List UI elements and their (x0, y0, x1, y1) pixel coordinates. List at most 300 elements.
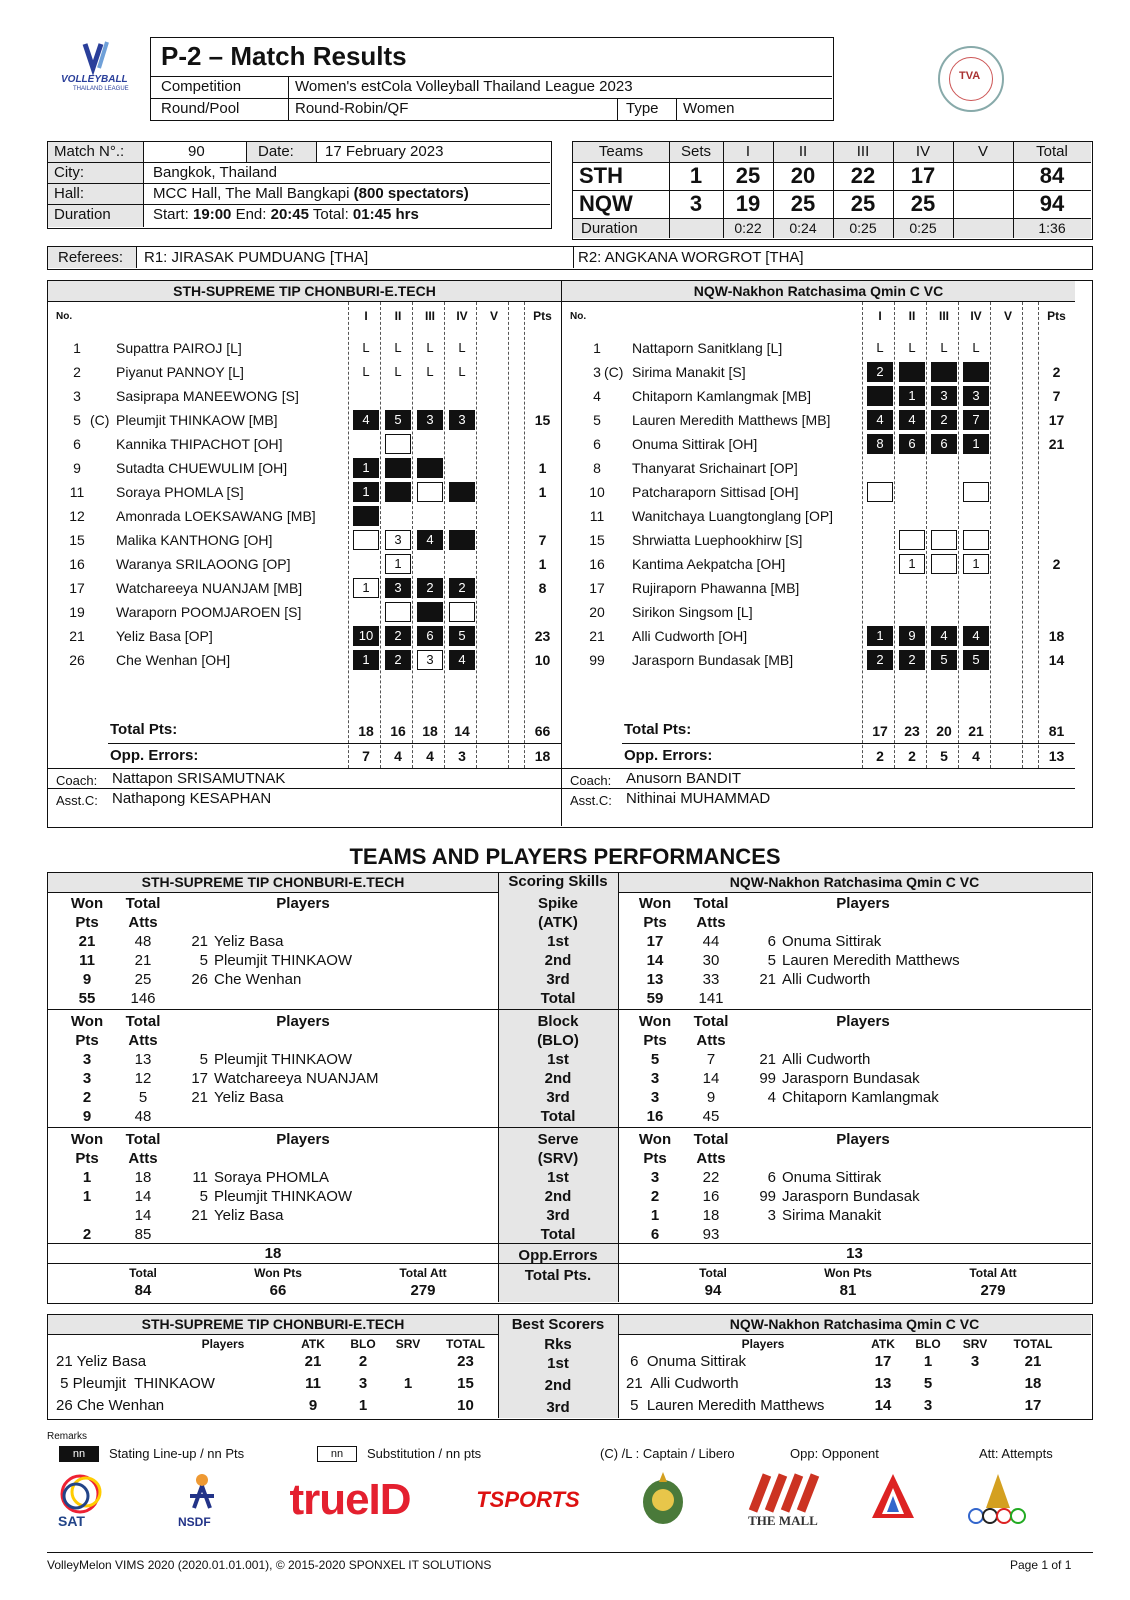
team-total-pts: 66 (534, 723, 551, 739)
total-atts: 33 (702, 971, 720, 988)
total-atts: 30 (702, 952, 720, 969)
best-player: 5 Pleumjit THINKAOW (56, 1375, 215, 1392)
col-header: Won (70, 1131, 104, 1148)
player-no: 99 (759, 1070, 776, 1087)
player-no: 21 (759, 971, 776, 988)
set-cell: L (394, 364, 402, 379)
player-no: 3 (593, 364, 601, 380)
player-no: 15 (589, 532, 605, 548)
best-stat: 17 (1024, 1397, 1042, 1414)
player-row (48, 578, 562, 602)
atts-total: 93 (702, 1226, 720, 1243)
set-cell (995, 602, 1021, 622)
set-duration: 0:25 (909, 220, 937, 236)
rank: 1st (547, 1169, 569, 1186)
duration-row-label: Duration (581, 220, 638, 237)
set-total: 21 (968, 723, 984, 739)
player-pts: 23 (534, 628, 551, 644)
opp-errors-right: 13 (846, 1245, 863, 1262)
set-cell (867, 530, 893, 550)
set-cell: 1 (385, 554, 411, 574)
player-no: 17 (191, 1070, 208, 1087)
best-stat: 9 (308, 1397, 318, 1414)
rank: 3rd (546, 1207, 570, 1224)
player-row (562, 386, 1076, 410)
col-header: Won (638, 895, 672, 912)
player-no: 3 (767, 1207, 776, 1224)
sum-value: 66 (269, 1282, 287, 1299)
start-end-value (153, 206, 419, 223)
set-cell (417, 602, 443, 622)
player-pts: 2 (1052, 364, 1061, 380)
captain-legend: (C) /L : Captain / Libero (600, 1446, 735, 1461)
player-name: Onuma Sittirak (782, 933, 882, 950)
col-header: Pts (75, 1032, 99, 1049)
player-no: 4 (767, 1089, 776, 1106)
skill-abbr: (ATK) (538, 914, 578, 931)
set-cell: 2 (931, 410, 957, 430)
scoring-skills-label: Scoring Skills (508, 873, 608, 890)
player-row (562, 458, 1076, 482)
won-pts: 2 (650, 1188, 660, 1205)
set-score: 25 (910, 191, 936, 216)
set-score: 20 (790, 163, 816, 188)
player-no: 5 (593, 412, 601, 428)
won-pts: 1 (650, 1207, 660, 1224)
set-cell (995, 554, 1021, 574)
rank: 2nd (544, 1188, 572, 1205)
round-label: Round/Pool (161, 100, 240, 117)
won-pts-total: 2 (82, 1226, 92, 1243)
player-no: 11 (192, 1169, 208, 1186)
skill-abbr: (SRV) (537, 1150, 579, 1167)
set-cell (995, 578, 1021, 598)
col-header: Players (276, 1013, 330, 1030)
set-cell (899, 530, 925, 550)
set-header: IV (456, 309, 468, 323)
col-header: Won (638, 1013, 672, 1030)
page-title: P-2 – Match Results (161, 41, 407, 71)
player-row (562, 410, 1076, 434)
set-cell: 3 (963, 386, 989, 406)
player-name: Chitaporn Kamlangmak (782, 1089, 939, 1106)
city-value: Bangkok, Thailand (153, 164, 277, 181)
best-scorers-label: Best Scorers (511, 1316, 605, 1333)
player-no: 10 (589, 484, 605, 500)
set-score: 17 (910, 163, 936, 188)
player-no: 2 (73, 364, 81, 380)
spectators: (800 spectators) (353, 185, 469, 202)
team-code: STH (579, 163, 623, 188)
best-player: 6 Onuma Sittirak (626, 1353, 747, 1370)
set-cell: 2 (385, 626, 411, 646)
set-total: 14 (454, 723, 470, 739)
set-cell (353, 530, 379, 550)
player-no: 20 (589, 604, 605, 620)
end-label: End: (235, 206, 267, 223)
total-duration: 1:36 (1038, 220, 1066, 236)
player-no: 26 (191, 971, 208, 988)
player-pts: 7 (538, 532, 547, 548)
set-cell (449, 554, 475, 574)
player-pts: 18 (1048, 628, 1065, 644)
end-time: 20:45 (270, 206, 309, 223)
the-mall-logo (738, 1470, 828, 1530)
player-name: Pleumjit THINKAOW (214, 1188, 353, 1205)
performances-table (47, 872, 1093, 1304)
player-no: 5 (199, 1051, 208, 1068)
set-cell: 1 (353, 482, 379, 502)
set-cell (899, 458, 925, 478)
player-row (48, 482, 562, 506)
best-stat: 3 (923, 1397, 933, 1414)
player-name: Patcharaporn Sittisad [OH] (632, 484, 799, 500)
set-cell (417, 482, 443, 502)
best-stat: 17 (874, 1353, 892, 1370)
player-row (562, 578, 1076, 602)
total-pts-label: Total Pts. (524, 1267, 592, 1284)
set-cell (481, 530, 507, 550)
best-stat: 3 (970, 1353, 980, 1370)
col-header: Total (125, 895, 161, 912)
substitution-legend: Substitution / nn pts (367, 1446, 482, 1461)
player-name: Che Wenhan (214, 971, 302, 988)
trueid-logo: trueID (289, 1475, 411, 1524)
coach-label: Coach: (56, 773, 98, 788)
player-no: 21 (69, 628, 85, 644)
best-col-header: Players (201, 1337, 245, 1351)
best-stat: 14 (874, 1397, 892, 1414)
col-header: Atts (696, 1150, 726, 1167)
set-header: V (1003, 309, 1012, 323)
player-row (48, 362, 562, 386)
sat-logo (50, 1470, 114, 1530)
best-player: 21 Alli Cudworth (626, 1375, 739, 1392)
set-cell (449, 482, 475, 502)
tva-logo (938, 46, 1004, 112)
set-cell (931, 482, 957, 502)
sum-value: 279 (410, 1282, 436, 1299)
set-cell: L (426, 364, 434, 379)
coach-label: Coach: (570, 773, 612, 788)
won-pts: 1 (82, 1169, 92, 1186)
total-label: Total (540, 990, 576, 1007)
player-name: Jarasporn Bundasak (782, 1070, 920, 1087)
set-cell: 2 (899, 650, 925, 670)
competition-value: Women's estCola Volleyball Thailand League 2023 (295, 78, 633, 95)
won-pts-total: 6 (650, 1226, 660, 1243)
set-cell: L (394, 340, 402, 355)
player-name: Onuma Sittirak (782, 1169, 882, 1186)
hall-name: MCC Hall, The Mall Bangkapi (153, 185, 350, 202)
rank: 1st (547, 1355, 569, 1372)
player-no: 6 (767, 1169, 776, 1186)
set-cell (449, 506, 475, 526)
best-stat: 15 (457, 1375, 474, 1392)
player-name: Lauren Meredith Matthews [MB] (632, 412, 831, 428)
best-stat: 1 (403, 1375, 413, 1392)
won-pts: 3 (650, 1169, 660, 1186)
player-no: 17 (589, 580, 605, 596)
player-no: 6 (767, 933, 776, 950)
hall-label: Hall: (54, 185, 85, 202)
rosters (47, 280, 1093, 828)
set-cell (353, 602, 379, 622)
won-pts-total: 16 (646, 1108, 664, 1125)
player-name: Rujiraporn Phawanna [MB] (632, 580, 800, 596)
player-name: Nattaporn Sanitklang [L] (632, 340, 783, 356)
player-row (48, 386, 562, 410)
player-no: 21 (191, 1207, 208, 1224)
total-atts: 5 (138, 1089, 148, 1106)
league-logo (55, 38, 135, 102)
best-stat: 2 (358, 1353, 368, 1370)
player-name: Lauren Meredith Matthews (782, 952, 960, 969)
player-no: 5 (767, 952, 776, 969)
roster-team-name: STH-SUPREME TIP CHONBURI-E.TECH (48, 281, 561, 302)
player-pts: 14 (1048, 652, 1065, 668)
league-logo-text: VOLLEYBALL (61, 74, 128, 85)
player-name: Sutadta CHUEWULIM [OH] (116, 460, 288, 476)
referee-1: R1: JIRASAK PUMDUANG [THA] (144, 249, 369, 266)
best-col-header: SRV (395, 1337, 421, 1351)
player-name: Thanyarat Srichainart [OP] (632, 460, 798, 476)
won-pts-total: 55 (78, 990, 96, 1007)
sum-label: Won Pts (254, 1266, 302, 1280)
best-col-header: ATK (301, 1337, 325, 1351)
won-pts: 13 (646, 971, 664, 988)
set-cell (353, 386, 379, 406)
player-name: Amonrada LOEKSAWANG [MB] (116, 508, 316, 524)
set-cell (417, 434, 443, 454)
best-stat: 21 (1024, 1353, 1042, 1370)
total-atts: 14 (134, 1188, 152, 1205)
opp-error: 4 (426, 748, 434, 764)
team-total: 84 (1039, 163, 1065, 188)
best-left-team: STH-SUPREME TIP CHONBURI-E.TECH (141, 1316, 405, 1332)
opp-error: 3 (458, 748, 466, 764)
set-cell: 3 (417, 410, 443, 430)
player-pts: 10 (534, 652, 551, 668)
player-no: 1 (73, 340, 81, 356)
rks-label: Rks (544, 1336, 572, 1353)
set-total: 16 (390, 723, 406, 739)
best-col-header: TOTAL (446, 1337, 485, 1351)
set-cell (899, 602, 925, 622)
type-value: Women (683, 100, 735, 117)
set-header: III (424, 309, 435, 323)
set-cell: 3 (385, 530, 411, 550)
set-cell (867, 482, 893, 502)
tva-logo-text: TVA (959, 70, 981, 82)
set-cell: L (458, 340, 466, 355)
sat-logo-text: SAT (58, 1513, 85, 1529)
match-info (47, 141, 552, 229)
player-pts: 1 (538, 484, 547, 500)
player-row (48, 458, 562, 482)
rank: 1st (547, 933, 569, 950)
set-cell (963, 458, 989, 478)
opp-errors-total: 13 (1048, 748, 1065, 764)
player-name: Alli Cudworth (782, 971, 871, 988)
set-cell (963, 506, 989, 526)
tsports-logo: TSPORTS (476, 1487, 580, 1512)
col-header: Pts (643, 1032, 667, 1049)
player-name: Alli Cudworth (782, 1051, 871, 1068)
won-pts: 9 (82, 971, 92, 988)
player-no: 5 (199, 1188, 208, 1205)
atts-total: 141 (698, 990, 724, 1007)
starting-swatch: nn (59, 1446, 99, 1462)
player-name: Piyanut PANNOY [L] (116, 364, 244, 380)
best-col-header: BLO (915, 1337, 941, 1351)
set-cell (963, 530, 989, 550)
set-cell: L (362, 364, 370, 379)
set-cell: L (876, 340, 884, 355)
player-name: Supattra PAIROJ [L] (116, 340, 242, 356)
referee-2: R2: ANGKANA WORGROT [THA] (578, 249, 804, 266)
player-row (562, 338, 1076, 362)
set-cell (867, 554, 893, 574)
col-header: Atts (696, 1032, 726, 1049)
sum-value: 94 (704, 1282, 722, 1299)
emblem-logo-3 (958, 1470, 1038, 1530)
set-cell (481, 506, 507, 526)
footer-credits: VolleyMelon VIMS 2020 (2020.01.01.001), © 2015-2020 SPONXEL IT SOLUTIONS (47, 1558, 492, 1572)
col-header: Won (638, 1131, 672, 1148)
att-legend: Att: Attempts (979, 1446, 1053, 1461)
set-cell: 1 (867, 626, 893, 646)
set-cell (481, 410, 507, 430)
best-stat: 21 (304, 1353, 322, 1370)
player-name: Yeliz Basa (214, 933, 284, 950)
total-atts: 13 (134, 1051, 152, 1068)
col-header: Players (836, 1013, 890, 1030)
set-cell (995, 530, 1021, 550)
player-pts: 8 (538, 580, 547, 596)
set-cell: 3 (931, 386, 957, 406)
player-row (48, 506, 562, 530)
starting-legend: Stating Line-up / nn Pts (109, 1446, 245, 1461)
no-header: No. (570, 311, 587, 322)
best-stat: 11 (305, 1375, 321, 1392)
col-header: Atts (128, 1150, 158, 1167)
won-pts: 17 (646, 933, 664, 950)
set-cell: 6 (417, 626, 443, 646)
atts-total: 48 (134, 1108, 152, 1125)
won-pts: 3 (82, 1051, 92, 1068)
player-no: 26 (69, 652, 85, 668)
rank: 2nd (544, 952, 572, 969)
set-cell (449, 530, 475, 550)
set-cell (995, 362, 1021, 382)
set-cell (995, 626, 1021, 646)
set-cell: 1 (353, 650, 379, 670)
total-atts: 18 (702, 1207, 720, 1224)
set-cell: 1 (899, 386, 925, 406)
set-cell: 1 (353, 578, 379, 598)
set-total: 20 (936, 723, 952, 739)
set-cell: 9 (899, 626, 925, 646)
player-name: Malika KANTHONG [OH] (116, 532, 273, 548)
set-cell (417, 386, 443, 406)
match-no: 90 (188, 143, 205, 160)
set-cell (385, 458, 411, 478)
the-mall-logo-text: THE MALL (748, 1513, 818, 1528)
set-cell (995, 338, 1021, 358)
set-cell: 5 (963, 650, 989, 670)
player-name: Yeliz Basa (214, 1089, 284, 1106)
player-row (562, 602, 1076, 626)
set-cell (481, 554, 507, 574)
player-no: 17 (69, 580, 85, 596)
player-row (562, 506, 1076, 530)
set-duration: 0:22 (734, 220, 762, 236)
set-cell (385, 434, 411, 454)
col-header: Total (693, 1131, 729, 1148)
set-cell (931, 554, 957, 574)
set-cell: L (972, 340, 980, 355)
total-atts: 14 (702, 1070, 720, 1087)
set-cell (481, 386, 507, 406)
team-total: 94 (1039, 191, 1065, 216)
substitution-swatch: nn (317, 1446, 357, 1462)
player-no: 21 (759, 1051, 776, 1068)
col-header: Total (693, 1013, 729, 1030)
set-cell (481, 338, 507, 358)
player-pts: 15 (534, 412, 551, 428)
set-cell: 4 (417, 530, 443, 550)
total-atts: 9 (706, 1089, 716, 1106)
player-name: Jarasporn Bundasak (782, 1188, 920, 1205)
skill-abbr: (BLO) (537, 1032, 579, 1049)
asst-coach-label: Asst.C: (570, 793, 612, 808)
player-no: 21 (191, 1089, 208, 1106)
nsdf-logo (172, 1470, 232, 1530)
player-no: 16 (589, 556, 605, 572)
player-name: Sirima Manakit [S] (632, 364, 746, 380)
set-cell (931, 530, 957, 550)
player-row (48, 602, 562, 626)
player-name: Shrwiatta Luephookhirw [S] (632, 532, 803, 548)
set-cell (867, 506, 893, 526)
rank: 2nd (544, 1070, 572, 1087)
col-header: Pts (75, 1150, 99, 1167)
col-header: Atts (696, 914, 726, 931)
set-cell: 1 (963, 434, 989, 454)
captain-mark: (C) (90, 412, 110, 428)
set-cell (867, 602, 893, 622)
rank: 3rd (546, 1399, 570, 1416)
player-name: Alli Cudworth [OH] (632, 628, 748, 644)
col-header: Pts (75, 914, 99, 931)
player-name: Sasiprapa MANEEWONG [S] (116, 388, 299, 404)
col-header: Players (836, 1131, 890, 1148)
col-header: Total (125, 1131, 161, 1148)
won-pts-total: 9 (82, 1108, 92, 1125)
set-cell (385, 482, 411, 502)
player-no: 1 (593, 340, 601, 356)
set-cell (449, 386, 475, 406)
opp-errors-label: Opp. Errors: (110, 747, 199, 764)
opp-errors-label: Opp. Errors: (624, 747, 713, 764)
player-no: 5 (73, 412, 81, 428)
opp-errors-label: Opp.Errors (518, 1247, 598, 1264)
player-no: 6 (593, 436, 601, 452)
referees-label: Referees: (58, 249, 124, 266)
player-row (48, 554, 562, 578)
player-row (562, 362, 1076, 386)
